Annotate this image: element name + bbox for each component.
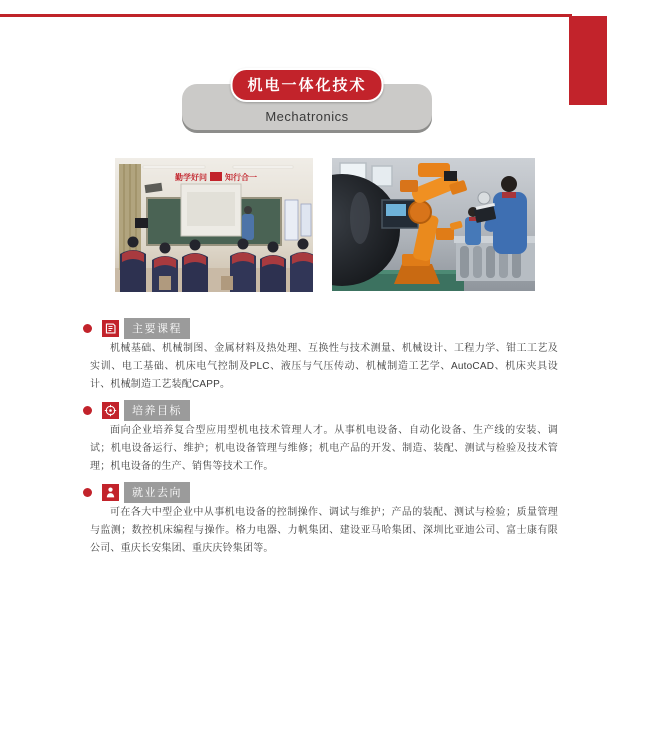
section-text: 可在各大中型企业中从事机电设备的控制操作、调试与维护；产品的装配、测试与检验；质量管理与监测；数控机床编程与操作。格力电器、力帆集团、建设亚马哈集团、深圳比亚迪公司、富士康有限公司、重庆长安集团、重庆庆铃集团等。: [90, 507, 558, 554]
teacher-head: [244, 206, 252, 214]
target-icon: [102, 402, 119, 419]
classroom-scene: [115, 158, 313, 292]
section-training-goals: [83, 401, 561, 476]
bullet-dot: [83, 324, 92, 333]
china-flag-icon: [210, 172, 222, 181]
section-employment: [83, 483, 561, 558]
stool: [159, 276, 171, 290]
ceiling-light: [233, 166, 293, 168]
robot-lab-photo: [332, 158, 535, 291]
ceiling-light: [143, 166, 205, 168]
bullet-dot: [83, 406, 92, 415]
banner-text-left: 勤学好问: [175, 173, 207, 182]
section-label: 主要课程: [124, 318, 190, 339]
corner-accent-block: [569, 16, 607, 105]
section-main-courses: [83, 319, 561, 394]
bullet-dot: [83, 488, 92, 497]
section-text: 机械基础、机械制图、金属材料及热处理、互换性与技术测量、机械设计、工程力学、钳工工艺及实训、电工基础、机床电气控制及PLC、液压与气压传动、机械制造工艺学、AutoCAD、机床夹具设计、机械制造工艺装配CAPP。: [90, 343, 558, 390]
machine-highlight: [350, 192, 370, 244]
program-title-badge: [182, 68, 432, 130]
wall-poster: [301, 204, 311, 236]
control-screen: [386, 204, 406, 216]
section-heading: [83, 401, 561, 419]
wall-fan: [478, 192, 490, 204]
banner-text-right: 知行合一: [225, 173, 257, 182]
robot-lab-scene: [332, 158, 535, 291]
stool: [221, 276, 233, 290]
content-sections: [83, 319, 561, 565]
window: [372, 166, 392, 186]
computer-monitor: [135, 218, 148, 228]
program-title: 机电一体化技术: [230, 68, 383, 102]
section-heading: [83, 319, 561, 337]
section-heading: [83, 483, 561, 501]
projected-image: [187, 192, 235, 226]
teacher-body: [242, 214, 254, 240]
section-label: 就业去向: [124, 482, 190, 503]
section-text: 面向企业培养复合型应用型机电技术管理人才。从事机电设备、自动化设备、生产线的安装、调试；机电设备运行、维护；机电设备管理与维修；机电产品的开发、制造、装配、测试与检验及技术管理；机电设备的生产、销售等技术工作。: [90, 425, 558, 472]
program-subtitle: Mechatronics: [265, 109, 349, 124]
book-icon: [102, 320, 119, 337]
person-icon: [102, 484, 119, 501]
top-rule: [0, 14, 572, 17]
wall-poster: [285, 200, 298, 240]
section-label: 培养目标: [124, 400, 190, 421]
classroom-photo: [115, 158, 313, 292]
